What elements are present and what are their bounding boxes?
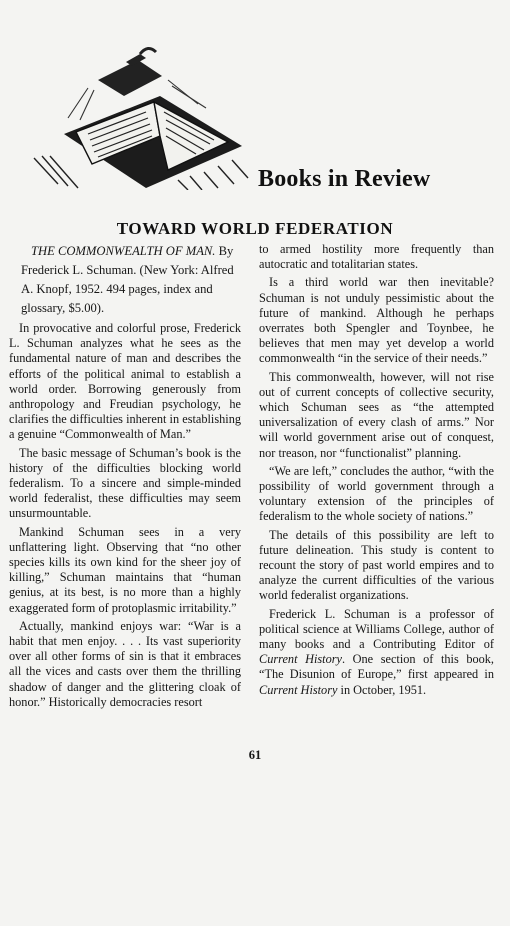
right-column [259, 242, 494, 698]
paragraph: Actually, mankind enjoys war: “War is a habit that men enjoy. . . . Its vast superiority over all other forms of sin is that it embraces all the vices and casts over them the thrilling shadow of danger and the glittering cloak of honor.” Historically democracies resort [9, 618, 241, 709]
paragraph: In provocative and colorful prose, Frederick L. Schuman analyzes what he sees as the fundamental nature of man and describes the efforts of the political animal to establish a world order. Borrowing generously from anthropology and Freudian psychology, he clarifies the difficulties inherent in establishing a genuine “Commonwealth of Man.” [9, 321, 241, 442]
book-title: THE COMMONWEALTH OF MAN. [31, 244, 216, 258]
article-title: TOWARD WORLD FEDERATION [116, 219, 394, 238]
book-citation [9, 242, 241, 318]
open-book-under-lamp-icon [28, 38, 260, 190]
paragraph: This commonwealth, however, will not rise out of current concepts of collective security, which Schuman sees as “the attempted universalization of every clash of arms.” Nor will world government arise out of conquest, nor treason, nor “functionalist” planning. [259, 369, 494, 460]
paragraph: to armed hostility more frequently than autocratic and totalitarian states. [259, 242, 494, 272]
paragraph: The basic message of Schuman’s book is the history of the difficulties blocking world federalism. To a sincere and simple-minded world federalist, these difficulties may seem unsurmountable. [9, 445, 241, 521]
book-details: By Frederick L. Schuman. (New York: Alfred A. Knopf, 1952. 494 pages, index and glossary, $5.00). [21, 244, 234, 315]
journal-name: Current History [259, 652, 342, 667]
section-title: Books in Review [258, 166, 431, 192]
paragraph: The details of this possibility are left to future delineation. This study is content to recount the story of past world empires and to analyze the current difficulties of the various world federalist organizations. [259, 527, 494, 603]
paragraph: Is a third world war then inevitable? Schuman is not unduly pessimistic about the future of mankind. Although he perhaps overrates both Spengler and Toynbee, he believes that men may yet develop a world commonwealth “in the service of their needs.” [259, 275, 494, 366]
journal-name: Current History [259, 682, 338, 697]
page-number: 61 [248, 748, 262, 762]
paragraph: “We are left,” concludes the author, “with the possibility of world government through a voluntary extension of the principles of federalism to the whole society of nations.” [259, 463, 494, 524]
left-column [9, 242, 241, 710]
paragraph: Mankind Schuman sees in a very unflattering light. Observing that “no other species kills its own kind for the sheer joy of killing,” Schuman maintains that “human genius, at its best, is no more than a highly exaggerated form of protoplasmic irritability.” [9, 524, 241, 615]
author-note-paragraph: Frederick L. Schuman is a professor of political science at Williams College, author of many books and a Contributing Editor of Current History. One section of this book, “The Disunion of Europe,” first appeared in Current History in October, 1951. [259, 606, 494, 697]
